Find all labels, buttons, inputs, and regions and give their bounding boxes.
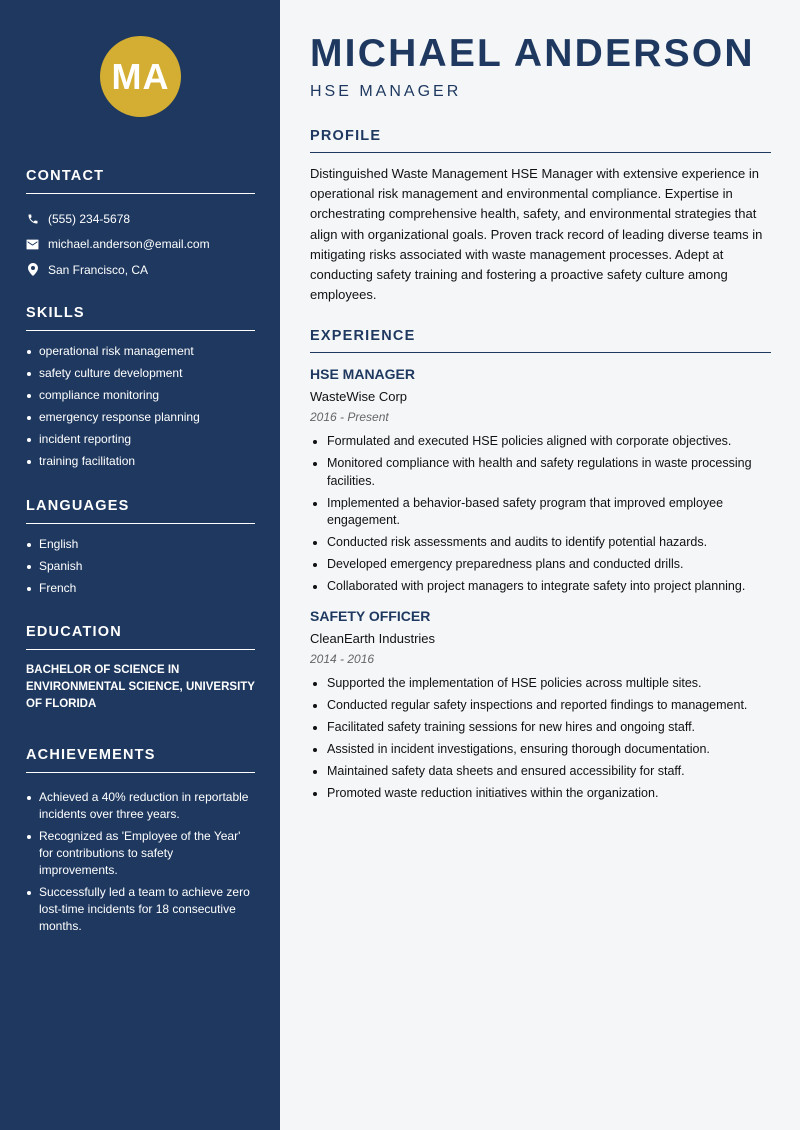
candidate-name: MICHAEL ANDERSON (310, 32, 755, 75)
languages-heading: LANGUAGES (26, 498, 255, 524)
skills-list (26, 343, 255, 470)
job-entry (310, 608, 771, 803)
job-bullet: Formulated and executed HSE policies aligned with corporate objectives. (310, 433, 771, 451)
location-pin-icon (26, 263, 39, 276)
achievement-item: Successfully led a team to achieve zero lost-time incidents for 18 consecutive months. (26, 884, 255, 935)
job-bullets (310, 675, 771, 803)
job-bullet: Supported the implementation of HSE policies across multiple sites. (310, 675, 771, 693)
job-entry (310, 366, 771, 596)
education-heading: EDUCATION (26, 624, 255, 650)
achievements-heading: ACHIEVEMENTS (26, 747, 255, 773)
skill-item: emergency response planning (26, 409, 255, 426)
contact-email-text[interactable]: michael.anderson@email.com (48, 237, 210, 252)
language-item: Spanish (26, 558, 255, 575)
contact-phone (26, 206, 255, 232)
job-bullet: Collaborated with project managers to integrate safety into project planning. (310, 578, 771, 596)
job-title: HSE MANAGER (310, 366, 416, 382)
achievement-item: Recognized as 'Employee of the Year' for contributions to safety improvements. (26, 828, 255, 879)
contact-heading: CONTACT (26, 168, 255, 194)
job-bullet: Conducted regular safety inspections and reported findings to management. (310, 697, 771, 715)
profile-heading: PROFILE (310, 128, 771, 153)
job-bullet: Assisted in incident investigations, ensuring thorough documentation. (310, 741, 771, 759)
skill-item: compliance monitoring (26, 387, 255, 404)
achievement-item: Achieved a 40% reduction in reportable incidents over three years. (26, 789, 255, 823)
achievements-list (26, 789, 255, 935)
achievements-section (26, 747, 255, 940)
job-bullet: Monitored compliance with health and safety regulations in waste processing facilities. (310, 455, 771, 490)
experience-section (310, 328, 771, 808)
job-dates: 2014 - 2016 (310, 651, 375, 666)
job-bullet: Maintained safety data sheets and ensured accessibility for staff. (310, 763, 771, 781)
language-item: English (26, 536, 255, 553)
skill-item: incident reporting (26, 431, 255, 448)
job-bullet: Promoted waste reduction initiatives within the organization. (310, 785, 771, 803)
job-bullet: Implemented a behavior-based safety program that improved employee engagement. (310, 495, 771, 530)
job-company: CleanEarth Industries (310, 630, 436, 646)
education-section (26, 624, 255, 713)
job-dates: 2016 - Present (310, 410, 389, 424)
profile-text: Distinguished Waste Management HSE Manager with extensive experience in operational risk management and environmental compliance. Expertise in orchestrating comprehensive health, safety, and environmental strategies that align with organizational goals. Proven track record of leading diverse teams in mitigating risks associated with waste management processes. Adept at conducting safety training and fostering a proactive safety culture among employees. (310, 166, 763, 303)
experience-heading: EXPERIENCE (310, 328, 771, 353)
contact-location (26, 257, 255, 283)
job-title: SAFETY OFFICER (310, 607, 431, 624)
candidate-role: HSE MANAGER (310, 83, 462, 100)
job-bullet: Conducted risk assessments and audits to identify potential hazards. (310, 534, 771, 552)
skills-section (26, 305, 255, 475)
language-item: French (26, 580, 255, 597)
languages-list (26, 536, 255, 597)
skill-item: safety culture development (26, 365, 255, 382)
job-bullets (310, 433, 771, 596)
education-degree: BACHELOR OF SCIENCE IN ENVIRONMENTAL SCIENCE, UNIVERSITY OF FLORIDA (26, 664, 255, 710)
job-bullet: Facilitated safety training sessions for new hires and ongoing staff. (310, 719, 771, 737)
phone-icon (26, 212, 39, 225)
languages-section (26, 498, 255, 602)
contact-section (26, 168, 255, 283)
contact-email (26, 232, 255, 258)
avatar: MA (100, 36, 181, 117)
skill-item: training facilitation (26, 453, 255, 470)
job-bullet: Developed emergency preparedness plans and conducted drills. (310, 556, 771, 574)
skills-heading: SKILLS (26, 305, 255, 331)
skill-item: operational risk management (26, 343, 255, 360)
contact-location-text: San Francisco, CA (48, 262, 149, 277)
contact-phone-text[interactable]: (555) 234-5678 (48, 211, 131, 226)
job-company: WasteWise Corp (310, 389, 408, 404)
mail-icon (26, 238, 39, 251)
profile-section (310, 128, 771, 305)
sidebar (0, 0, 280, 1130)
